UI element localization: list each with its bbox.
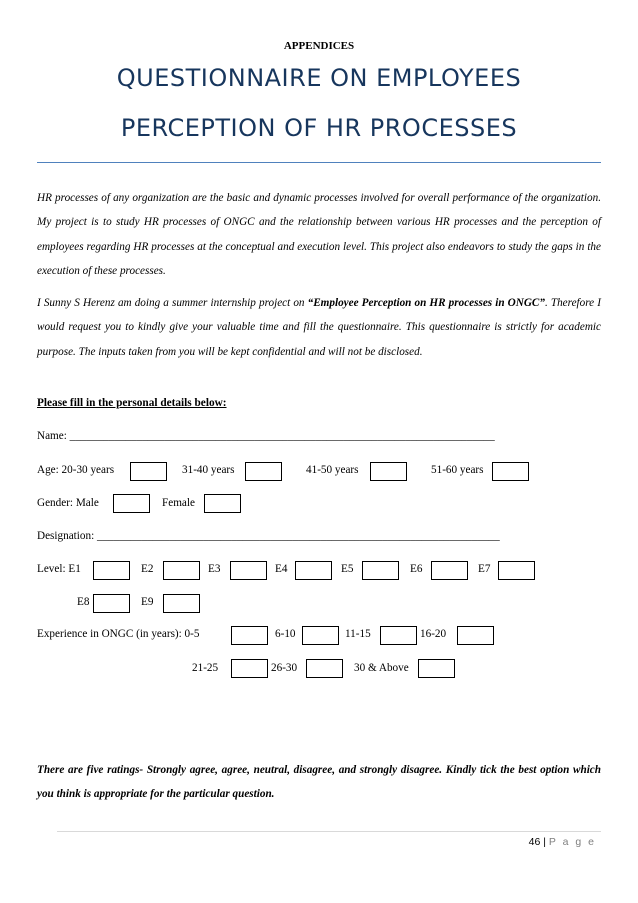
intro-paragraph-2	[37, 291, 601, 364]
level-e5-checkbox[interactable]	[362, 561, 399, 580]
level-option-label: E2	[141, 563, 154, 575]
intro-paragraph-2-start: I Sunny S Herenz am doing a summer internship project on	[37, 297, 308, 309]
page-footer	[529, 836, 596, 848]
experience-label: Experience in ONGC (in years): 0-5	[37, 628, 200, 640]
level-option-label: E3	[208, 563, 221, 575]
experience-option-label: 21-25	[192, 662, 219, 674]
age-31-40-checkbox[interactable]	[245, 462, 282, 481]
level-e8-checkbox[interactable]	[93, 594, 130, 613]
name-field[interactable]: Name: ____________________________________________________________________________	[37, 430, 495, 442]
level-e2-checkbox[interactable]	[163, 561, 200, 580]
level-e4-checkbox[interactable]	[295, 561, 332, 580]
level-e7-checkbox[interactable]	[498, 561, 535, 580]
footer-divider	[57, 831, 601, 832]
age-41-50-checkbox[interactable]	[370, 462, 407, 481]
page-title-line-2: PERCEPTION OF HR PROCESSES	[120, 114, 518, 142]
appendices-label: APPENDICES	[283, 40, 355, 52]
age-51-60-checkbox[interactable]	[492, 462, 529, 481]
footer-separator: |	[543, 836, 546, 848]
level-e1-checkbox[interactable]	[93, 561, 130, 580]
level-option-label: E6	[410, 563, 423, 575]
level-e3-checkbox[interactable]	[230, 561, 267, 580]
level-option-label: E5	[341, 563, 354, 575]
experience-6-10-checkbox[interactable]	[302, 626, 339, 645]
designation-field[interactable]: Designation: ________________________________________________________________________	[37, 530, 500, 542]
experience-16-20-checkbox[interactable]	[457, 626, 494, 645]
title-divider	[37, 162, 601, 163]
age-option-label: 51-60 years	[431, 464, 484, 476]
ratings-instructions: There are five ratings- Strongly agree, agree, neutral, disagree, and strongly disagree. Kindly tick the best option which you think is appropriate for the particular question.	[37, 764, 601, 801]
age-label: Age: 20-30 years	[37, 464, 115, 476]
personal-details-heading: Please fill in the personal details below:	[37, 397, 227, 409]
experience-option-label: 11-15	[345, 628, 371, 640]
experience-option-label: 26-30	[271, 662, 298, 674]
age-option-label: 31-40 years	[182, 464, 235, 476]
level-e9-checkbox[interactable]	[163, 594, 200, 613]
gender-label: Gender: Male	[37, 497, 99, 509]
project-title: “Employee Perception on HR processes in ONGC”	[307, 297, 545, 309]
level-option-label: E4	[275, 563, 288, 575]
intro-paragraph-2-end: . Therefore I would request you to kindly give your valuable time and fill the questionnaire. This questionnaire is strictly for academic purpose. The inputs taken from you will be kept confidential and will not be disclosed.	[37, 297, 601, 358]
experience-11-15-checkbox[interactable]	[380, 626, 417, 645]
level-option-label: E7	[478, 563, 491, 575]
experience-26-30-checkbox[interactable]	[306, 659, 343, 678]
experience-30-above-checkbox[interactable]	[418, 659, 455, 678]
page-title-line-1: QUESTIONNAIRE ON EMPLOYEES	[116, 64, 522, 92]
experience-option-label: 6-10	[275, 628, 296, 640]
experience-0-5-checkbox[interactable]	[231, 626, 268, 645]
experience-21-25-checkbox[interactable]	[231, 659, 268, 678]
intro-paragraph-1: HR processes of any organization are the basic and dynamic processes involved for overall performance of the organization. My project is to study HR processes of ONGC and the relationship between various HR processes and the perception of employees regarding HR processes at the conceptual and execution level. This project also endeavors to study the gaps in the execution of these processes.	[37, 192, 601, 277]
page-word: P a g e	[548, 836, 596, 848]
page-number: 46	[528, 836, 541, 848]
age-option-label: 41-50 years	[306, 464, 359, 476]
level-option-label: E8	[77, 596, 90, 608]
experience-option-label: 30 & Above	[354, 662, 409, 674]
level-e6-checkbox[interactable]	[431, 561, 468, 580]
gender-female-label: Female	[162, 497, 195, 509]
age-20-30-checkbox[interactable]	[130, 462, 167, 481]
experience-option-label: 16-20	[420, 628, 447, 640]
level-option-label: E9	[141, 596, 154, 608]
level-label: Level: E1	[37, 563, 81, 575]
gender-male-checkbox[interactable]	[113, 494, 150, 513]
gender-female-checkbox[interactable]	[204, 494, 241, 513]
